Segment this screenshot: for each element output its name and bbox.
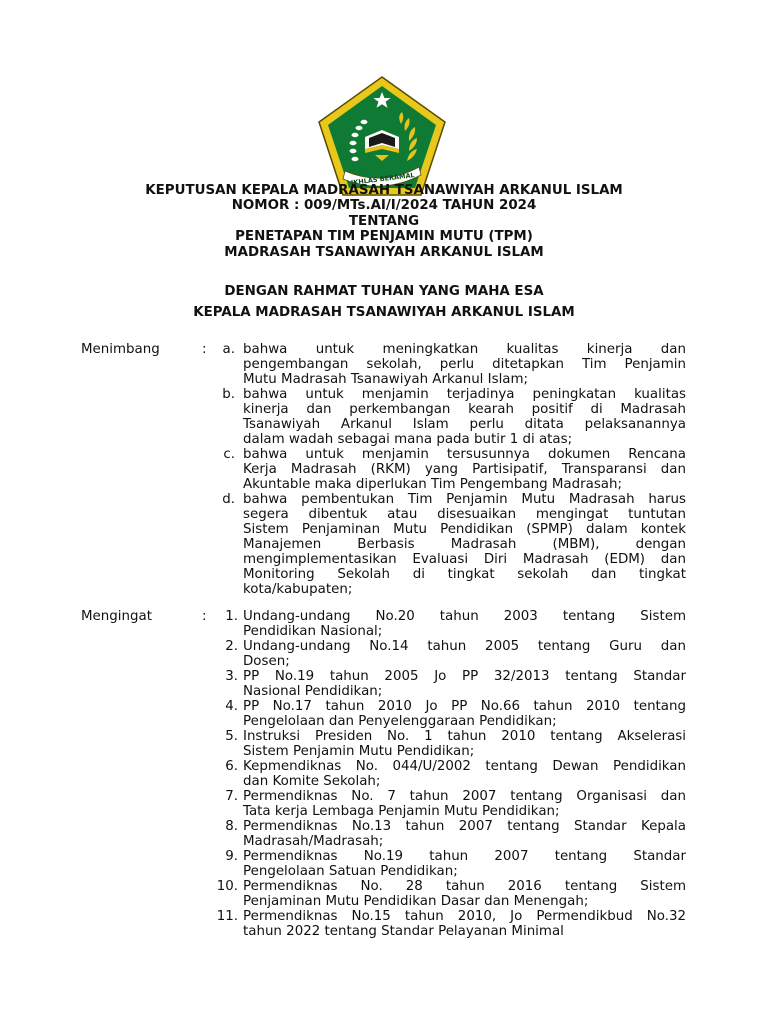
mengingat-item-line: Nasional Pendidikan; <box>243 684 383 699</box>
mengingat-item-text <box>243 639 686 669</box>
mengingat-item-line: Tata kerja Lembaga Penjamin Mutu Pendidikan; <box>243 804 560 819</box>
menimbang-item-line: dalam wadah sebagai mana pada butir 1 di atas; <box>243 432 573 447</box>
header-number: NOMOR : 009/MTs.AI/I/2024 TAHUN 2024 <box>231 198 537 214</box>
mengingat-item-line: tahun 2022 tentang Standar Pelayanan Minimal <box>243 924 564 939</box>
header-title: KEPUTUSAN KEPALA MADRASAH TSANAWIYAH ARKANUL ISLAM <box>145 183 623 198</box>
mengingat-item-text <box>243 789 686 819</box>
menimbang-item-line: mengimplementasikan Evaluasi Diri Madrasah (EDM) dan <box>243 552 686 567</box>
mengingat-item-line: Pengelolaan Satuan Pendidikan; <box>243 864 458 879</box>
menimbang-item-text <box>243 342 686 387</box>
mengingat-item-marker: 8. <box>225 819 238 834</box>
menimbang-item-line: bahwa untuk meningkatkan kualitas kinerja dan <box>243 342 686 357</box>
mengingat-item-marker: 5. <box>225 729 238 744</box>
mengingat-item-marker: 7. <box>225 789 238 804</box>
mengingat-item-line: Permendiknas No.15 tahun 2010, Jo Permendikbud No.32 <box>243 909 686 924</box>
menimbang-item-line: Monitoring Sekolah di tingkat sekolah dan tingkat <box>243 567 686 582</box>
mengingat-item-marker: 2. <box>225 639 238 654</box>
mengingat-item-line: Permendiknas No.13 tahun 2007 tentang Standar Kepala <box>243 819 686 834</box>
menimbang-item-line: Manajemen Berbasis Madrasah (MBM), dengan <box>243 537 686 552</box>
mengingat-item-line: Undang-undang No.20 tahun 2003 tentang Sistem <box>243 609 686 624</box>
mengingat-item-line: Dosen; <box>243 654 290 669</box>
mengingat-item-text <box>243 879 686 909</box>
mengingat-item-line: Penjaminan Mutu Pendidikan Dasar dan Menengah; <box>243 894 589 909</box>
mengingat-item-text <box>243 819 686 849</box>
header-subject: PENETAPAN TIM PENJAMIN MUTU (TPM) <box>235 229 533 245</box>
mengingat-item-line: Kepmendiknas No. 044/U/2002 tentang Dewan Pendidikan <box>243 759 686 774</box>
menimbang-item-line: Tsanawiyah Arkanul Islam perlu ditata pelaksanannya <box>243 417 686 432</box>
mengingat-label: Mengingat <box>81 609 152 624</box>
header-institution: MADRASAH TSANAWIYAH ARKANUL ISLAM <box>224 244 544 260</box>
document-header <box>0 183 768 260</box>
mengingat-colon: : <box>202 609 207 624</box>
mengingat-item-line: Undang-undang No.14 tahun 2005 tentang Guru dan <box>243 639 686 654</box>
menimbang-item-marker: a. <box>222 342 235 357</box>
mengingat-item-marker: 3. <box>225 669 238 684</box>
mengingat-item-marker: 1. <box>225 609 238 624</box>
menimbang-item-marker: d. <box>222 492 235 507</box>
menimbang-item-line: Sistem Penjaminan Mutu Pendidikan (SPMP) dalam kontek <box>243 522 686 537</box>
mengingat-item-line: Pengelolaan dan Penyelenggaraan Pendidikan; <box>243 714 557 729</box>
mengingat-item-line: Permendiknas No. 28 tahun 2016 tentang Sistem <box>243 879 686 894</box>
mengingat-item-line: PP No.17 tahun 2010 Jo PP No.66 tahun 2010 tentang <box>243 699 686 714</box>
menimbang-item-line: Kerja Madrasah (RKM) yang Partisipatif, Transparansi dan <box>243 462 686 477</box>
menimbang-item-text <box>243 447 686 492</box>
mengingat-item-text <box>243 759 686 789</box>
menimbang-item-line: bahwa pembentukan Tim Penjamin Mutu Madrasah harus <box>243 492 686 507</box>
mengingat-item-marker: 10. <box>216 879 238 894</box>
menimbang-item-text <box>243 492 686 597</box>
menimbang-item-line: bahwa untuk menjamin tersusunnya dokumen Rencana <box>243 447 686 462</box>
mengingat-item-line: Madrasah/Madrasah; <box>243 834 384 849</box>
menimbang-item-line: pengembangan sekolah, perlu ditetapkan Tim Penjamin <box>243 357 686 372</box>
mengingat-item-line: Sistem Penjamin Mutu Pendidikan; <box>243 744 475 759</box>
mengingat-item-marker: 11. <box>216 909 238 924</box>
header-tentang: TENTANG <box>348 213 420 229</box>
menimbang-item-line: Mutu Madrasah Tsanawiyah Arkanul Islam; <box>243 372 529 387</box>
mengingat-item-marker: 6. <box>225 759 238 774</box>
menimbang-item-line: kinerja dan perkembangan kearah positif di Madrasah <box>243 402 686 417</box>
opening-line-1: DENGAN RAHMAT TUHAN YANG MAHA ESA <box>224 284 544 299</box>
menimbang-item-text <box>243 387 686 447</box>
mengingat-item-line: PP No.19 tahun 2005 Jo PP 32/2013 tentang Standar <box>243 669 686 684</box>
logo-banner-text: IKHLAS BERAMAL <box>350 171 416 187</box>
mengingat-item-text <box>243 609 686 639</box>
mengingat-item-text <box>243 669 686 699</box>
menimbang-label: Menimbang <box>81 342 160 357</box>
menimbang-item-marker: b. <box>222 387 235 402</box>
mengingat-item-marker: 9. <box>225 849 238 864</box>
mengingat-item-line: dan Komite Sekolah; <box>243 774 381 789</box>
menimbang-item-line: segera dibentuk atau disesuaikan mengingat tuntutan <box>243 507 686 522</box>
mengingat-item-line: Permendiknas No. 7 tahun 2007 tentang Organisasi dan <box>243 789 686 804</box>
kemenag-logo <box>317 75 447 197</box>
menimbang-item-line: bahwa untuk menjamin terjadinya peningkatan kualitas <box>243 387 686 402</box>
opening-line-2: KEPALA MADRASAH TSANAWIYAH ARKANUL ISLAM <box>193 305 575 320</box>
mengingat-item-line: Instruksi Presiden No. 1 tahun 2010 tentang Akselerasi <box>243 729 686 744</box>
menimbang-item-line: kota/kabupaten; <box>243 582 353 597</box>
mengingat-item-text <box>243 729 686 759</box>
mengingat-item-line: Pendidikan Nasional; <box>243 624 383 639</box>
menimbang-colon: : <box>202 342 207 357</box>
menimbang-item-line: Akuntable maka diperlukan Tim Pengembang Madrasah; <box>243 477 623 492</box>
mengingat-item-text <box>243 849 686 879</box>
mengingat-item-line: Permendiknas No.19 tahun 2007 tentang Standar <box>243 849 686 864</box>
mengingat-item-marker: 4. <box>225 699 238 714</box>
mengingat-item-text <box>243 909 686 939</box>
menimbang-item-marker: c. <box>223 447 235 462</box>
mengingat-item-text <box>243 699 686 729</box>
